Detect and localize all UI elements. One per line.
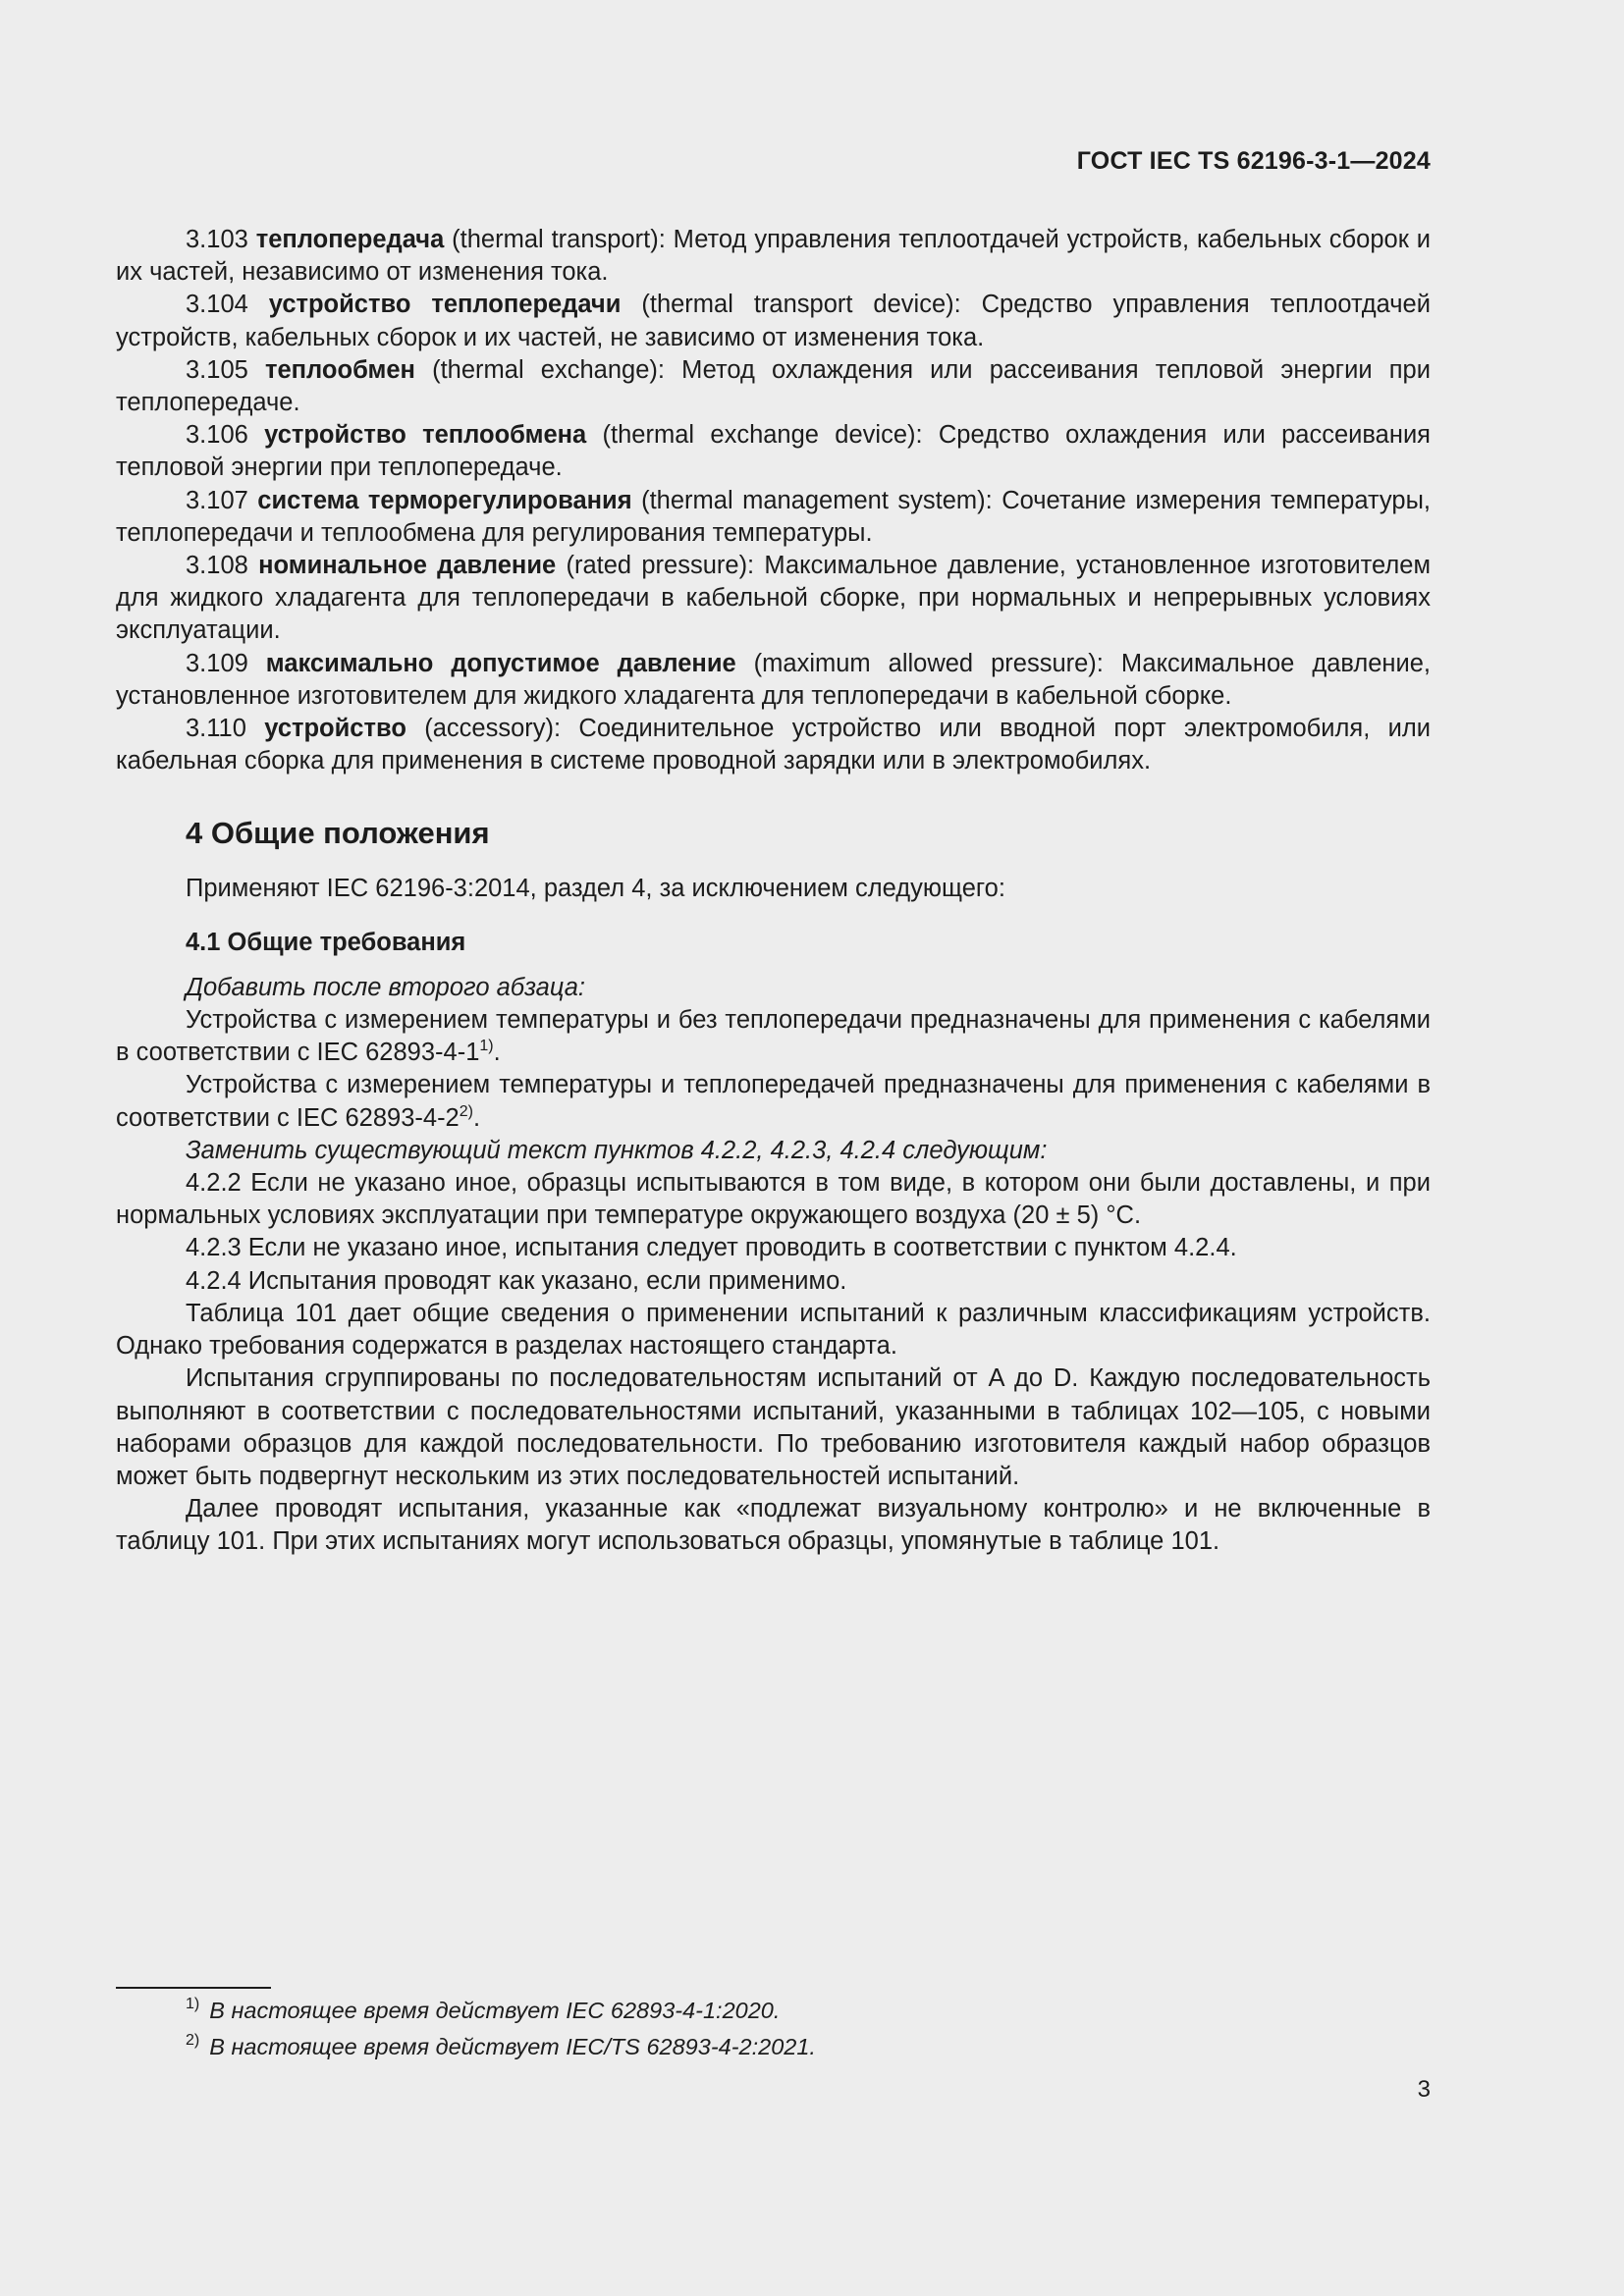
definition-3-103 — [116, 224, 1431, 289]
paragraph-end: . — [493, 1039, 501, 1067]
definition-number: 3.106 — [186, 421, 248, 450]
definition-3-104 — [116, 289, 1431, 353]
paragraph-table-101: Таблица 101 дает общие сведения о применении испытаний к различным классификациям устройств. Однако требования содержатся в разделах настоящего стандарта. — [116, 1299, 1431, 1361]
clause-4-2-2: 4.2.2 Если не указано иное, образцы испытываются в том виде, в котором они были доставлены, и при нормальных условиях эксплуатации при температуре окружающего воздуха (20 ± 5) °С. — [116, 1169, 1431, 1230]
subsection-4-1-heading: 4.1 Общие требования — [186, 928, 466, 956]
paragraph-end: . — [472, 1103, 481, 1132]
footnote-text: В настоящее время действует IEC/TS 62893-4-2:2021. — [209, 2034, 816, 2059]
definition-term: устройство — [264, 715, 406, 743]
clause-4-2-4: 4.2.4 Испытания проводят как указано, если применимо. — [186, 1266, 847, 1295]
footnote-ref-2: 2) — [459, 1102, 473, 1120]
footnote-ref-1: 1) — [479, 1038, 494, 1055]
document-body — [116, 224, 1431, 1559]
definition-term: система терморегулирования — [257, 486, 632, 514]
definition-text: (maximum allowed pressure): Максимальное давление, установленное изготовителем для жидкого хладагента для теплопередачи в кабельной сборке. — [116, 649, 1431, 710]
definition-text: (thermal exchange): Метод охлаждения или рассеивания тепловой энергии при теплопередаче. — [116, 355, 1431, 417]
definition-3-105 — [116, 354, 1431, 419]
definition-number: 3.105 — [186, 355, 248, 384]
footnote-separator — [116, 1987, 271, 1989]
footnote-1 — [186, 1993, 1431, 2029]
section-4-heading: 4 Общие положения — [186, 816, 490, 851]
definition-3-110 — [116, 713, 1431, 777]
footnote-text: В настоящее время действует IEC 62893-4-1:2020. — [209, 1998, 781, 2023]
clause-4-2-3: 4.2.3 Если не указано иное, испытания следует проводить в соответствии с пунктом 4.2.4. — [186, 1234, 1237, 1262]
definition-number: 3.110 — [186, 715, 246, 743]
definition-term: максимально допустимое давление — [265, 649, 736, 677]
section-4-intro: Применяют IEC 62196-3:2014, раздел 4, за исключением следующего: — [186, 875, 1005, 903]
definition-number: 3.107 — [186, 486, 248, 514]
paragraph-text: Устройства с измерением температуры и теплопередачей предназначены для применения с кабелями в соответствии с IEC 62893-4-2 — [116, 1071, 1431, 1132]
footnote-mark: 2) — [186, 2032, 200, 2049]
definition-term: номинальное давление — [258, 552, 557, 580]
definition-number: 3.104 — [186, 291, 248, 319]
amendment-replace-instruction: Заменить существующий текст пунктов 4.2.2, 4.2.3, 4.2.4 следующим: — [186, 1136, 1048, 1164]
paragraph-visual-inspection: Далее проводят испытания, указанные как «подлежат визуальному контролю» и не включенные в таблицу 101. При этих испытаниях могут использоваться образцы, упомянутые в таблице 101. — [116, 1495, 1431, 1556]
definition-term: теплопередача — [255, 226, 445, 253]
definition-number: 3.109 — [186, 649, 248, 677]
paragraph-cables-4-1 — [116, 1004, 1431, 1069]
document-code-header: ГОСТ IEC TS 62196-3-1—2024 — [1076, 147, 1431, 175]
definition-number: 3.103 — [186, 226, 248, 253]
footnote-mark: 1) — [186, 1996, 200, 2012]
amendment-add-instruction: Добавить после второго абзаца: — [186, 973, 585, 1001]
definition-term: устройство теплопередачи — [268, 291, 622, 319]
definition-text: (thermal management system): Сочетание измерения температуры, теплопередачи и теплообмена для регулирования температуры. — [116, 486, 1431, 547]
definition-3-106 — [116, 419, 1431, 484]
definition-text: (rated pressure): Максимальное давление, установленное изготовителем для жидкого хладагента для теплопередачи в кабельной сборке, при нормальных и непрерывных условиях эксплуатации. — [116, 552, 1431, 645]
definition-text: (thermal exchange device): Средство охлаждения или рассеивания тепловой энергии при теплопередаче. — [116, 421, 1431, 482]
footnotes — [116, 1987, 1431, 2065]
paragraph-test-sequences: Испытания сгруппированы по последовательностям испытаний от A до D. Каждую последовательность выполняют в соответствии с последовательностями испытаний, указанными в таблицах 102—105, с новыми наборами образцов для каждой последовательности. По требованию изготовителя каждый набор образцов может быть подвергнут нескольким из этих последовательностей испытаний. — [116, 1364, 1431, 1490]
paragraph-text: Устройства с измерением температуры и без теплопередачи предназначены для применения с кабелями в соответствии с IEC 62893-4-1 — [116, 1006, 1431, 1067]
footnote-2 — [186, 2029, 1431, 2065]
definition-3-108 — [116, 550, 1431, 648]
definition-3-109 — [116, 648, 1431, 713]
definition-term: теплообмен — [264, 355, 415, 384]
definition-number: 3.108 — [186, 552, 248, 580]
definition-3-107 — [116, 485, 1431, 550]
definition-text: (accessory): Соединительное устройство или вводной порт электромобиля, или кабельная сборка для применения в системе проводной зарядки или в электромобилях. — [116, 715, 1431, 775]
definition-text: (thermal transport device): Средство управления теплоотдачей устройств, кабельных сборок и их частей, не зависимо от изменения тока. — [116, 291, 1431, 351]
definition-term: устройство теплообмена — [264, 421, 587, 450]
definition-text: (thermal transport): Метод управления теплоотдачей устройств, кабельных сборок и их частей, независимо от изменения тока. — [116, 226, 1431, 287]
page-number: 3 — [1417, 2076, 1431, 2103]
paragraph-cables-4-2 — [116, 1069, 1431, 1134]
definitions-list — [116, 224, 1431, 777]
